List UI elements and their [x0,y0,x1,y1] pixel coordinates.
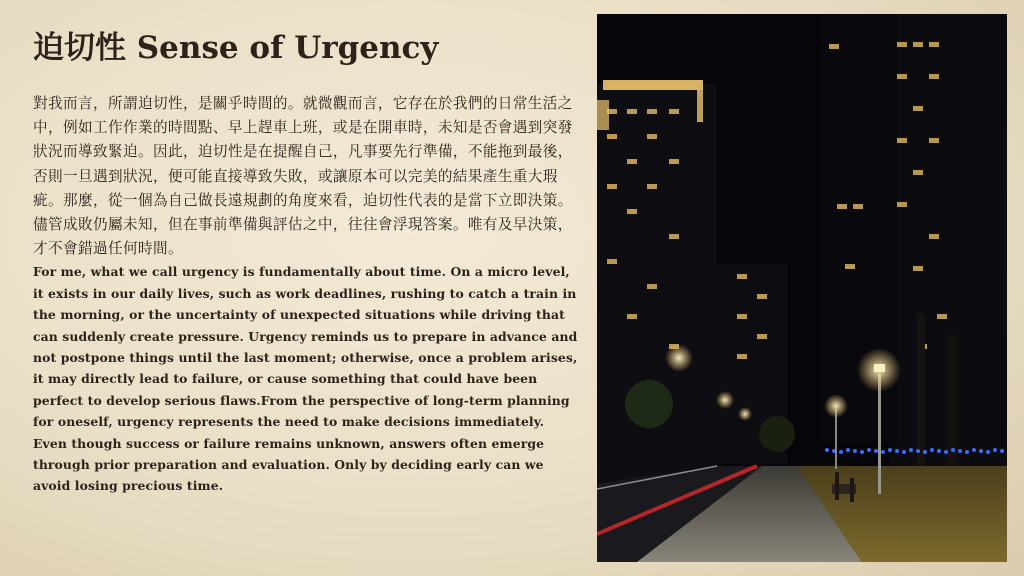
tower-crown-light-side [697,90,703,122]
lit-window [897,74,907,79]
blue-light-dot [951,448,955,452]
blue-light-dot [860,450,864,454]
photo-illustration [597,14,1007,562]
slide-title: 迫切性 Sense of Urgency [33,30,439,66]
lit-window [829,44,839,49]
night-street-photo [597,14,1007,562]
blue-light-dot [902,450,906,454]
bench-leg [835,472,839,500]
blue-light-dot [825,448,829,452]
lit-window [757,294,767,299]
lit-window [607,259,617,264]
lit-window [737,314,747,319]
lit-window [669,234,679,239]
blue-light-dot [909,448,913,452]
lit-window [929,138,939,143]
lit-window [627,109,637,114]
lit-window [837,204,847,209]
blue-light-dot [923,450,927,454]
blue-light-dot [944,450,948,454]
blue-light-dot [867,448,871,452]
blue-light-dot [916,449,920,453]
lit-window [737,274,747,279]
blue-light-dot [874,449,878,453]
lit-window [627,209,637,214]
lit-window [647,109,657,114]
lit-window [607,134,617,139]
lit-window [929,234,939,239]
lit-window [737,354,747,359]
blue-light-dot [937,449,941,453]
lit-window [647,284,657,289]
blue-light-dot [965,450,969,454]
blue-light-dot [958,449,962,453]
lit-window [669,159,679,164]
blue-light-dot [853,449,857,453]
paragraph-english: For me, what we call urgency is fundamentally about time. On a micro level, it exists in our daily lives, such as work deadlines, rushing to catch a train in the morning, or the uncertainty of unexpected situations while driving that can suddenly create pressure. Urgency reminds us to prepare in advance and not postpone things until the last moment; otherwise, once a problem arises, it may directly lead to failure, or cause something that could have been perfect to develop serious flaws.From the perspective of long-term planning for oneself, urgency represents the need to make decisions immediately. Even though success or failure remains unknown, answers often emerge through prior preparation and evaluation. Only by deciding early can we avoid losing precious time. [33,264,578,494]
blue-light-dot [993,448,997,452]
tower-crown-light [603,80,703,90]
lit-window [607,109,617,114]
lit-window [937,314,947,319]
lit-window [913,106,923,111]
bench-leg-2 [850,478,854,502]
tree-left [625,380,673,428]
tree-mid [759,416,795,452]
lit-window [897,138,907,143]
lit-window [627,314,637,319]
blue-light-dot [839,450,843,454]
text-body [33,92,581,497]
blue-light-dot [986,450,990,454]
blue-light-dot [979,449,983,453]
lit-window [627,159,637,164]
blue-light-dot [846,448,850,452]
lit-window [913,170,923,175]
blue-light-dot [881,450,885,454]
lit-window [913,42,923,47]
lit-window [647,134,657,139]
lit-window [913,266,923,271]
lit-window [929,42,939,47]
lit-window [853,204,863,209]
lit-window [897,42,907,47]
lit-window [607,184,617,189]
lit-window [757,334,767,339]
lit-window [647,184,657,189]
blue-light-dot [895,449,899,453]
lit-window [929,74,939,79]
paragraph-chinese: 對我而言，所謂迫切性，是關乎時間的。就微觀而言，它存在於我們的日常生活之中，例如工作作業的時間點、早上趕車上班，或是在開車時，未知是否會遇到突發狀況而導致緊迫。因此，迫切性是在提醒自己，凡事要先行準備，不能拖到最後，否則一旦遇到狀況，便可能直接導致失敗，或讓原本可以完美的結果產生重大瑕疵。那麼，從一個為自己做長遠規劃的角度來看，迫切性代表的是當下立即決策。儘管成敗仍屬未知，但在事前準備與評估之中，往往會浮現答案。唯有及早決策，才不會錯過任何時間。 [33,95,573,258]
tower-crown-light-left [597,100,609,130]
blue-light-dot [1000,449,1004,453]
blue-light-dot [888,448,892,452]
lit-window [897,202,907,207]
lit-window [845,264,855,269]
blue-light-dot [972,448,976,452]
lit-window [669,109,679,114]
blue-light-dot [930,448,934,452]
left-tower [597,84,717,504]
